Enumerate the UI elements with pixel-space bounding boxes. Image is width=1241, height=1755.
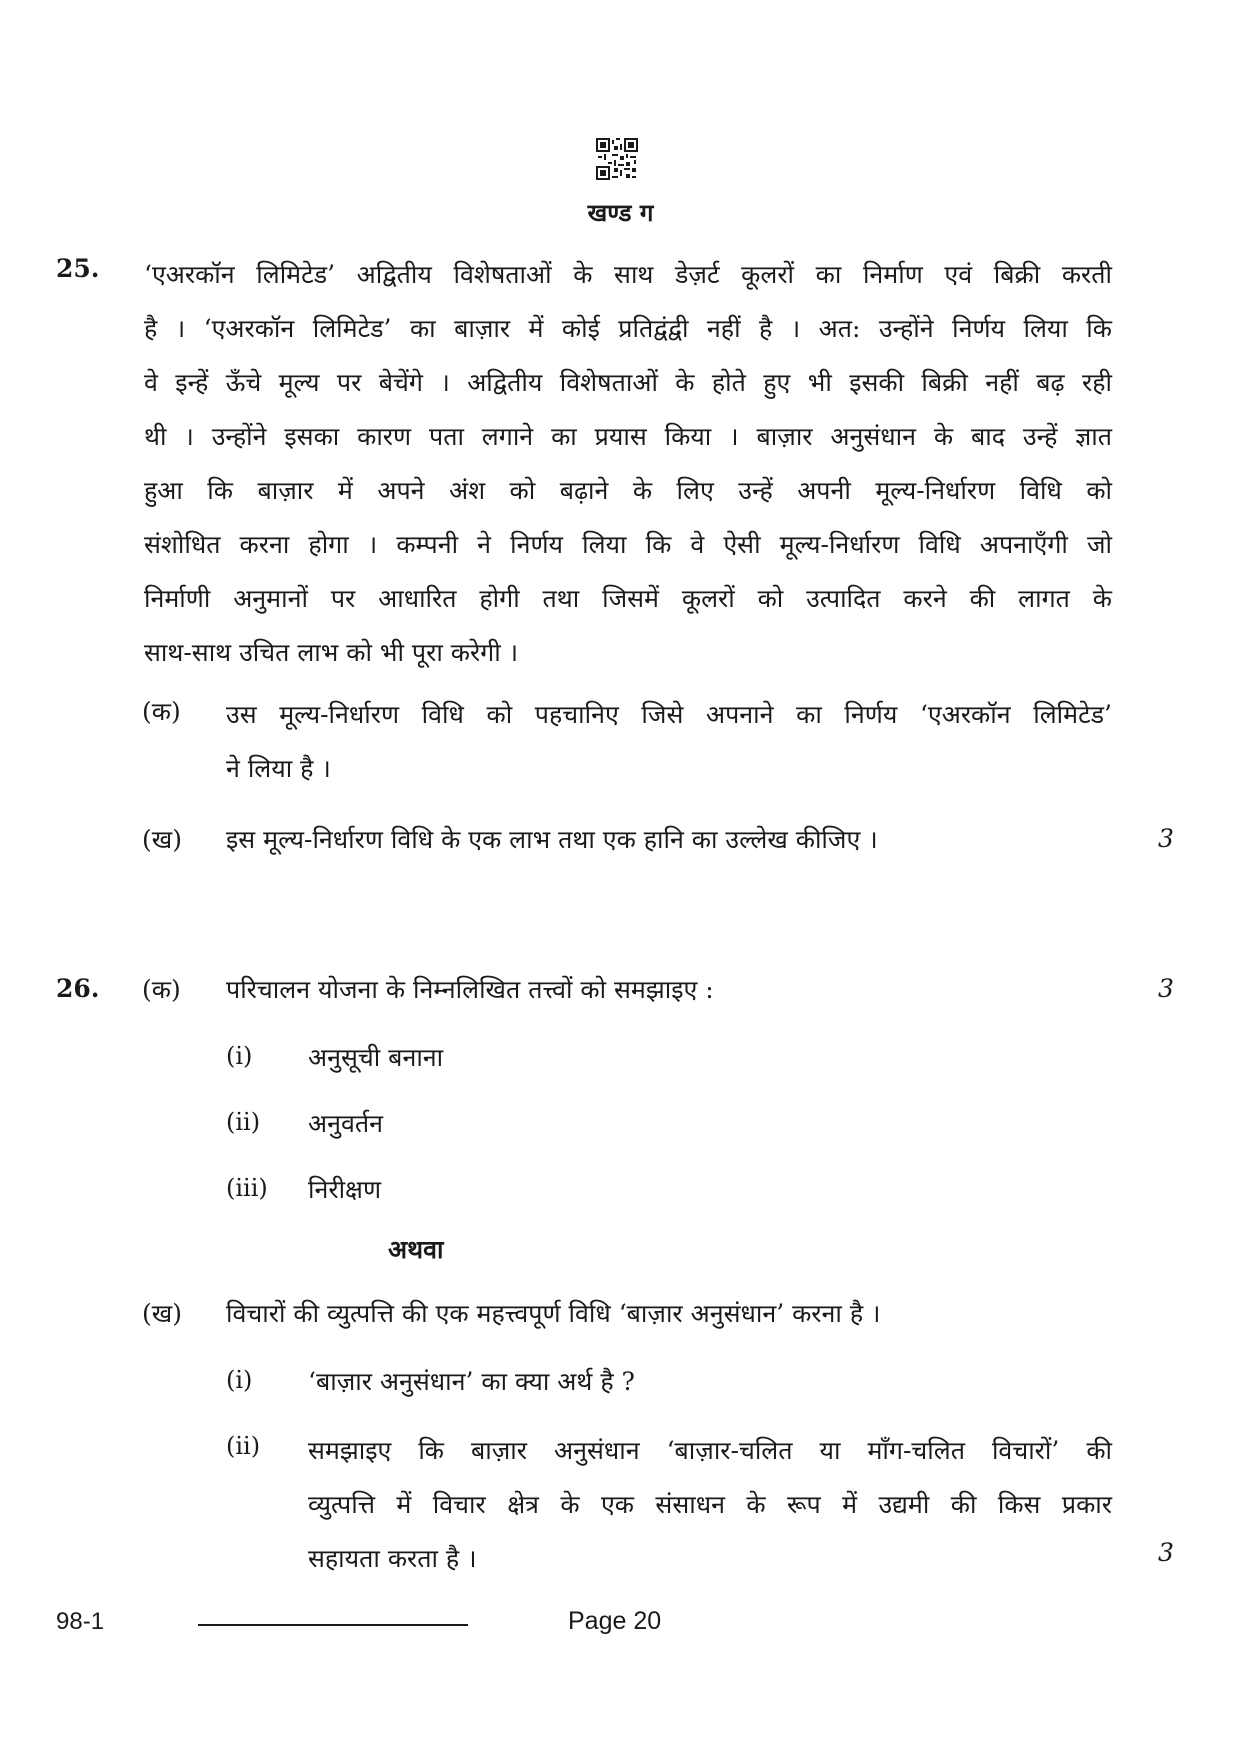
paragraph-line: हुआ कि बाज़ार में अपने अंश को बढ़ाने के लिए उन्हें अपनी मूल्य-निर्धारण विधि को [144,476,1112,505]
or-heading: अथवा [388,1235,444,1264]
question-25-paragraph [144,248,1112,680]
paragraph-line: निर्माणी अनुमानों पर आधारित होगी तथा जिसमें कूलरों को उत्पादित करने की लागत के [144,584,1112,613]
q26-part-a-marks: 3 [1158,974,1174,1003]
sub-item-text: निरीक्षण [308,1175,382,1204]
q25-part-a-text [226,688,1112,796]
part-a-line: ने लिया है । [226,754,331,783]
q26-part-b-text: विचारों की व्युत्पत्ति की एक महत्त्वपूर्ण विधि ‘बाज़ार अनुसंधान’ करना है । [226,1299,881,1328]
sub-item-text: अनुवर्तन [308,1109,384,1138]
question-number-25: 25. [56,254,100,283]
q26-part-a-label: (क) [142,975,181,1004]
q26-part-b-label: (ख) [142,1299,182,1328]
page-number: Page 20 [568,1607,662,1635]
footer-rule [198,1624,468,1626]
question-number-26: 26. [56,974,100,1003]
section-title: खण्ड ग [587,198,654,227]
sub-item-line: व्युत्पत्ति में विचार क्षेत्र के एक संसाधन के रूप में उद्यमी की किस प्रकार [308,1490,1112,1519]
paragraph-line: है । ‘एअरकॉन लिमिटेड’ का बाज़ार में कोई प्रतिद्वंद्वी नहीं है । अत: उन्होंने निर्णय लिया कि [144,314,1112,343]
part-a-line: उस मूल्य-निर्धारण विधि को पहचानिए जिसे अपनाने का निर्णय ‘एअरकॉन लिमिटेड’ [226,700,1112,729]
q25-part-b-label: (ख) [142,825,182,854]
sub-item-number: (i) [226,1042,253,1070]
paragraph-line: वे इन्हें ऊँचे मूल्य पर बेचेंगे । अद्वितीय विशेषताओं के होते हुए भी इसकी बिक्री नहीं बढ़ रही [144,368,1112,397]
sub-item-number: (ii) [226,1108,261,1136]
sub-item-text: अनुसूची बनाना [308,1043,444,1072]
sub-item-line: सहायता करता है । [308,1544,477,1573]
qr-code [596,138,638,180]
paragraph-line: साथ-साथ उचित लाभ को भी पूरा करेगी । [144,638,519,667]
sub-item-number: (iii) [226,1174,268,1202]
paragraph-line: संशोधित करना होगा । कम्पनी ने निर्णय लिया कि वे ऐसी मूल्य-निर्धारण विधि अपनाएँगी जो [144,530,1112,559]
q25-marks: 3 [1158,824,1174,853]
sub-item-line: समझाइए कि बाज़ार अनुसंधान ‘बाज़ार-चलित या माँग-चलित विचारों’ की [308,1436,1112,1465]
sub-item-number: (i) [226,1366,253,1394]
q26-part-b-marks: 3 [1158,1538,1174,1567]
sub-item-number: (ii) [226,1432,261,1460]
q26-part-b-item2-text [308,1424,1112,1586]
sub-item-text: ‘बाज़ार अनुसंधान’ का क्या अर्थ है ? [308,1367,635,1396]
paragraph-line: थी । उन्होंने इसका कारण पता लगाने का प्रयास किया । बाज़ार अनुसंधान के बाद उन्हें ज्ञात [144,422,1112,451]
q25-part-b-text: इस मूल्य-निर्धारण विधि के एक लाभ तथा एक हानि का उल्लेख कीजिए । [226,825,878,854]
paper-code: 98-1 [56,1608,105,1635]
q25-part-a-label: (क) [142,697,181,726]
paragraph-line: ‘एअरकॉन लिमिटेड’ अद्वितीय विशेषताओं के साथ डेज़र्ट कूलरों का निर्माण एवं बिक्री करती [144,260,1112,289]
q26-part-a-text: परिचालन योजना के निम्नलिखित तत्त्वों को समझाइए : [226,975,714,1004]
